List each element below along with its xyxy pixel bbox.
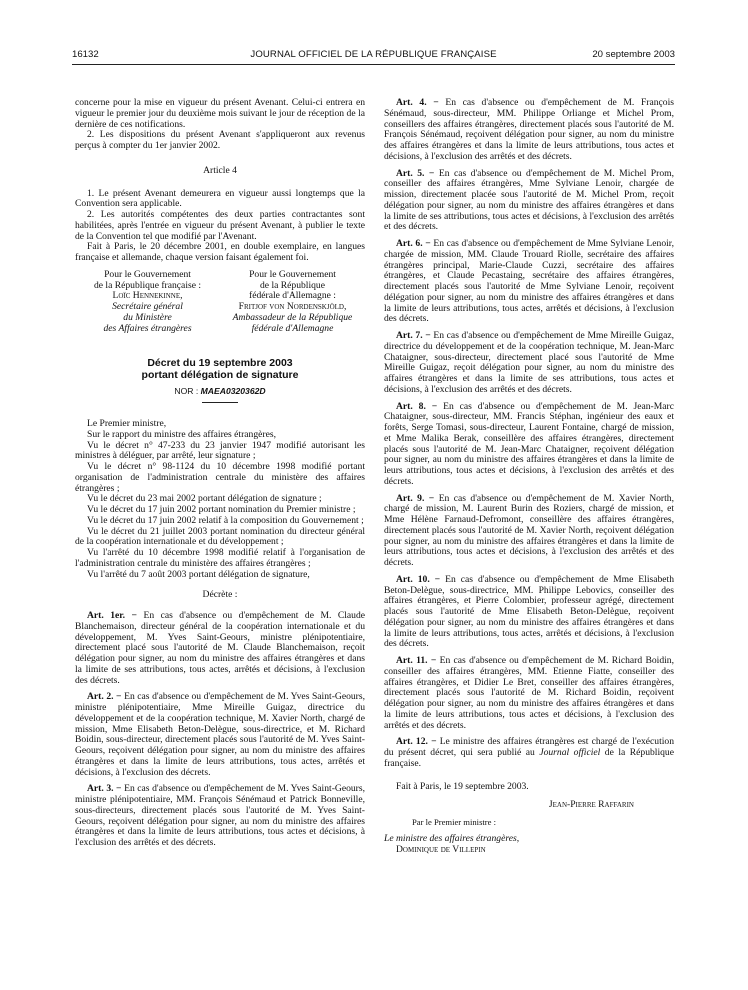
signature-block <box>75 270 365 335</box>
article-3: Art. 3. − En cas d'absence ou d'empêchement de M. Yves Saint-Geours, ministre plénipotentiaire, MM. François Sénémaud et Patrick Bonneville, sous-directeurs, directement placés sous l'autorité de M. Yves Saint-Geours, reçoivent délégation pour signer, au nom du ministre des affaires étrangères et dans la limite de leurs attributions, tous actes et décisions, à l'exclusion des arrêtés et des décrets. <box>75 783 365 848</box>
article-10: Art. 10. − En cas d'absence ou d'empêchement de Mme Elisabeth Beton-Delègue, sous-directrice, MM. Philippe Lebovics, conseiller des affaires étrangères, et Pierre Colombier, professeur agrégé, directement placés sous l'autorité de Mme Elisabeth Beton-Delègue, reçoivent délégation pour signer, au nom du ministre des affaires étrangères et dans la limite de leurs attributions, tous actes, arrêtés et décisions, à l'exclusion des décrets. <box>384 573 674 650</box>
signatory-name: Loïc Hennekinne, <box>112 290 183 302</box>
paragraph: 2. Les autorités compétentes des deux parties contractantes sont habilitées, après l'entrée en vigueur du présent Avenant, à publier le texte de la Convention tel que modifié par l'Avenant. <box>75 209 365 242</box>
visa: Vu le décret du 23 mai 2002 portant délégation de signature ; <box>87 493 322 505</box>
page-header <box>72 48 675 64</box>
visa: Vu le décret n° 98-1124 du 10 décembre 1998 modifié portant organisation de l'administration centrale du ministère des affaires étrangères ; <box>75 461 365 494</box>
minister-name: Dominique de Villepin <box>396 843 486 855</box>
done-at: Fait à Paris, le 19 septembre 2003. <box>396 780 529 792</box>
nor-code: MAEA0320362D <box>200 386 266 397</box>
decrete-label: Décrète : <box>202 589 238 601</box>
separator-rule <box>202 402 238 403</box>
header-rule <box>72 64 675 65</box>
nor-reference: NOR : MAEA0320362D <box>174 386 266 397</box>
article-6: Art. 6. − En cas d'absence ou d'empêchement de Mme Sylviane Lenoir, chargée de mission, MM. Claude Trouard Riolle, secrétaire des affaires étrangères principal, Marie-Claude Cuzzi, secrétaire des affaires étrangères, et Claude Pecastaing, secrétaire des affaires étrangères, directement placés sous l'autorité de Mme Sylviane Lenoir, reçoivent délégation pour signer, au nom du ministre des affaires étrangères et dans la limite de leurs attributions, tous actes, arrêtés et décisions, à l'exclusion des décrets. <box>384 238 674 325</box>
article-12: Art. 12. − Le ministre des affaires étrangères est chargé de l'exécution du présent décret, qui sera publié au Journal officiel de la République française. <box>384 736 674 769</box>
paragraph: 1. Le présent Avenant demeurera en vigueur aussi longtemps que la Convention sera applicable. <box>75 187 365 210</box>
article-2: Art. 2. − En cas d'absence ou d'empêchement de M. Yves Saint-Geours, ministre plénipotentiaire, Mme Mireille Guigaz, directrice du développement et de la coopération technique, M. Xavier North, chargé de mission, Mme Elisabeth Beton-Delègue, sous-directrice, et M. Richard Boidin, sous-directeur, directement placés sous l'autorité de M. Yves Saint-Geours, reçoivent délégation pour signer, au nom du ministre des affaires étrangères et dans la limite de leurs attributions, tous actes, arrêtés et décisions, à l'exclusion des décrets. <box>75 691 365 778</box>
journal-title: JOURNAL OFFICIEL DE LA RÉPUBLIQUE FRANÇAISE <box>250 49 497 60</box>
visa: Le Premier ministre, <box>87 418 167 429</box>
article-9: Art. 9. − En cas d'absence ou d'empêchement de M. Xavier North, chargé de mission, M. Laurent Burin des Roziers, chargé de mission, et Mme Hélène Farnaud-Defromont, conseillère des affaires étrangères, directement placés sous l'autorité de M. Xavier North, reçoivent délégation pour signer, au nom du ministre des affaires étrangères et dans la limite de leurs attributions, tous actes et décisions, à l'exclusion des arrêtés et des décrets. <box>384 492 674 568</box>
article-4: Art. 4. − En cas d'absence ou d'empêchement de M. François Sénémaud, sous-directeur, MM. Philippe Orliange et Michel Prom, conseillers des affaires étrangères, directement placés sous l'autorité de M. François Sénémaud, reçoivent délégation pour signer, au nom du ministre des affaires étrangères et dans la limite de leurs attributions, tous actes et décisions, à l'exclusion des arrêtés et des décrets. <box>384 97 674 162</box>
article-1: Art. 1er. − En cas d'absence ou d'empêchement de M. Claude Blanchemaison, directeur général de la coopération internationale et du développement, M. Yves Saint-Geours, ministre plénipotentiaire, directement placé sous l'autorité de M. Claude Blanchemaison, reçoit délégation pour signer, au nom du ministre des affaires étrangères et dans la limite de ses attributions, tous actes, arrêtés et décisions, à l'exclusion des décrets. <box>75 610 366 686</box>
visa: Vu l'arrêté du 7 août 2003 portant délégation de signature, <box>87 568 310 580</box>
right-column <box>384 98 674 855</box>
left-column <box>75 98 365 849</box>
visa: Vu le décret du 17 juin 2002 portant nomination du Premier ministre ; <box>87 504 356 515</box>
by-prime-minister: Par le Premier ministre : <box>412 817 497 827</box>
article-11: Art. 11. − En cas d'absence ou d'empêchement de M. Richard Boidin, conseiller des affaires étrangères, MM. Etienne Fiatte, conseiller des affaires étrangères, et Didier Le Bret, conseiller des affaires étrangères, directement placés sous l'autorité de M. Richard Boidin, reçoivent délégation pour signer, au nom du ministre des affaires étrangères et dans la limite de leurs attributions, tous actes et décisions, à l'exclusion des arrêtés et des décrets. <box>384 655 674 731</box>
paragraph: 2. Les dispositions du présent Avenant s'appliqueront aux revenus perçus à compter du 1er janvier 2002. <box>75 129 365 151</box>
article-7: Art. 7. − En cas d'absence ou d'empêchement de Mme Mireille Guigaz, directrice du développement et de la coopération technique, M. Jean-Marc Chataigner, sous-directeur, directement placé sous l'autorité de Mme Mireille Guigaz, reçoit délégation pour signer, au nom du ministre des affaires étrangères et dans la limite de ses attributions, tous actes et décisions, à l'exclusion des arrêtés et des décrets. <box>384 330 674 395</box>
article-heading: Article 4 <box>203 164 237 176</box>
page-number: 16132 <box>72 49 99 60</box>
paragraph: concerne pour la mise en vigueur du présent Avenant. Celui-ci entrera en vigueur le premier jour du deuxième mois suivant le jour de réception de la dernière de ces notifications. <box>75 97 365 130</box>
visa: Vu le décret du 21 juillet 2003 portant nomination du directeur général de la coopération internationale et du développement ; <box>75 525 365 548</box>
signatory-name: Fritjof von Nordenskjöld, <box>238 301 347 312</box>
signature-france: Pour le Gouvernement de la République française : Loïc Hennekinne, Secrétaire général du Ministère des Affaires étrangères <box>75 270 220 335</box>
decree-title: Décret du 19 septembre 2003 portant délégation de signature <box>141 357 299 381</box>
issue-date: 20 septembre 2003 <box>592 49 675 60</box>
paragraph: Fait à Paris, le 20 décembre 2001, en double exemplaire, en langues française et allemande, chaque version faisant également foi. <box>75 241 365 263</box>
article-8: Art. 8. − En cas d'absence ou d'empêchement de M. Jean-Marc Chataigner, sous-directeur, MM. Francis Stéphan, ingénieur des eaux et forêts, Serge Tomasi, sous-directeur, Laurent Fontaine, chargé de mission, et Mme Malika Berak, conseillère des affaires étrangères, directement placés sous l'autorité de M. Jean-Marc Chataigner, reçoivent délégation pour signer, au nom du ministre des affaires étrangères et dans la limite de leurs attributions, tous actes et décisions, à l'exclusion des arrêtés et des décrets. <box>384 400 674 487</box>
visa: Vu le décret du 17 juin 2002 relatif à la composition du Gouvernement ; <box>87 514 364 526</box>
signature-germany: Pour le Gouvernement de la République fédérale d'Allemagne : Fritjof von Nordenskjöld, Ambassadeur de la République fédérale d'Allemagne <box>220 270 365 335</box>
visa: Sur le rapport du ministre des affaires étrangères, <box>87 428 276 440</box>
minister-title: Le ministre des affaires étrangères, <box>384 832 520 844</box>
prime-minister-signature: Jean-Pierre Raffarin <box>548 799 634 811</box>
visa: Vu l'arrêté du 10 décembre 1998 modifié relatif à l'organisation de l'administration centrale du ministère des affaires étrangères ; <box>75 547 365 569</box>
article-5: Art. 5. − En cas d'absence ou d'empêchement de M. Michel Prom, conseiller des affaires étrangères, Mme Sylviane Lenoir, chargée de mission, directement placée sous l'autorité de M. Michel Prom, reçoit délégation pour signer, au nom du ministre des affaires étrangères et dans la limite de ses attributions, tous actes et décisions, à l'exclusion des arrêtés et des décrets. <box>384 167 674 233</box>
visa: Vu le décret n° 47-233 du 23 janvier 1947 modifié autorisant les ministres à déléguer, par arrêté, leur signature ; <box>75 439 365 462</box>
